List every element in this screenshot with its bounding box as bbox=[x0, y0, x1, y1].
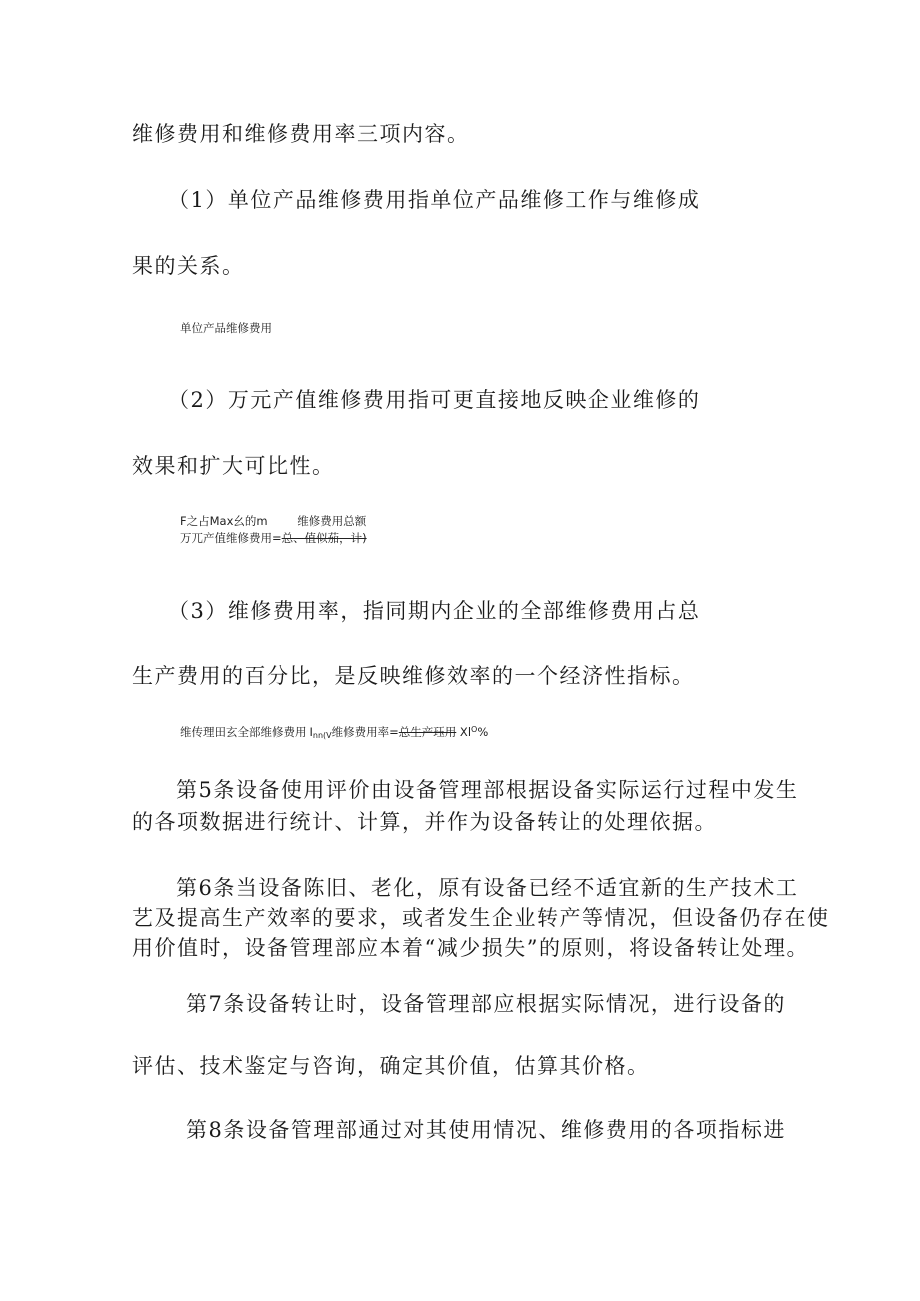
item-1-line-1: （1）单位产品维修费用指单位产品维修工作与维修成 bbox=[168, 188, 701, 212]
formula-rate-sup: O bbox=[471, 725, 478, 734]
body-line-1: 维修费用和维修费用率三项内容。 bbox=[132, 122, 470, 146]
item-2-line-2: 效果和扩大可比性。 bbox=[132, 454, 335, 478]
formula-rate-x: Xl bbox=[456, 725, 472, 739]
formula-rate-main: 维传理田玄全部维修费用 bbox=[180, 725, 307, 739]
formula-rate-after: 维修费用率= bbox=[331, 725, 399, 739]
formula-rate bbox=[180, 724, 488, 740]
article-5-line-1: 第5条设备使用评价由设备管理部根据设备实际运行过程中发生 bbox=[176, 778, 799, 802]
item-1-line-2: 果的关系。 bbox=[132, 254, 245, 278]
article-7-line-2: 评估、技术鉴定与咨询，确定其价值，估算其价格。 bbox=[132, 1054, 650, 1078]
article-6-line-1: 第6条当设备陈旧、老化，原有设备已经不适宜新的生产技术工 bbox=[176, 876, 799, 900]
formula-wanyuan-bottom-struck: 总、值似茄，计) bbox=[281, 531, 367, 545]
formula-wanyuan-bottom bbox=[180, 530, 367, 546]
formula-rate-sub-i: I bbox=[309, 725, 313, 739]
article-7-line-1: 第7条设备转让时，设备管理部应根据实际情况，进行设备的 bbox=[186, 992, 786, 1016]
formula-rate-pct: % bbox=[477, 725, 489, 739]
item-3-line-2: 生产费用的百分比，是反映维修效率的一个经济性指标。 bbox=[132, 664, 695, 688]
formula-wanyuan-top-right: 维修费用总额 bbox=[297, 514, 367, 528]
article-8-line-1: 第8条设备管理部通过对其使用情况、维修费用的各项指标进 bbox=[186, 1118, 786, 1142]
article-6-line-3: 用价值时，设备管理部应本着“减少损失”的原则，将设备转让处理。 bbox=[132, 936, 809, 960]
formula-wanyuan-top-left: F之占Max幺的m bbox=[180, 514, 268, 528]
article-5-line-2: 的各项数据进行统计、计算，并作为设备转让的处理依据。 bbox=[132, 810, 717, 834]
formula-unit-product: 单位产品维修费用 bbox=[180, 321, 272, 335]
article-6-line-2: 艺及提高生产效率的要求，或者发生企业转产等情况，但设备仍存在使 bbox=[132, 906, 830, 930]
item-2-line-1: （2）万元产值维修费用指可更直接地反映企业维修的 bbox=[168, 388, 701, 412]
formula-rate-sub-text: nn(V bbox=[312, 731, 332, 740]
formula-wanyuan-bottom-main: 万兀产值维修费用= bbox=[180, 531, 282, 545]
formula-wanyuan-top bbox=[180, 513, 366, 529]
item-3-line-1: （3）维修费用率，指同期内企业的全部维修费用占总 bbox=[168, 599, 701, 623]
formula-rate-struck: 总生产珏用 bbox=[398, 725, 457, 739]
